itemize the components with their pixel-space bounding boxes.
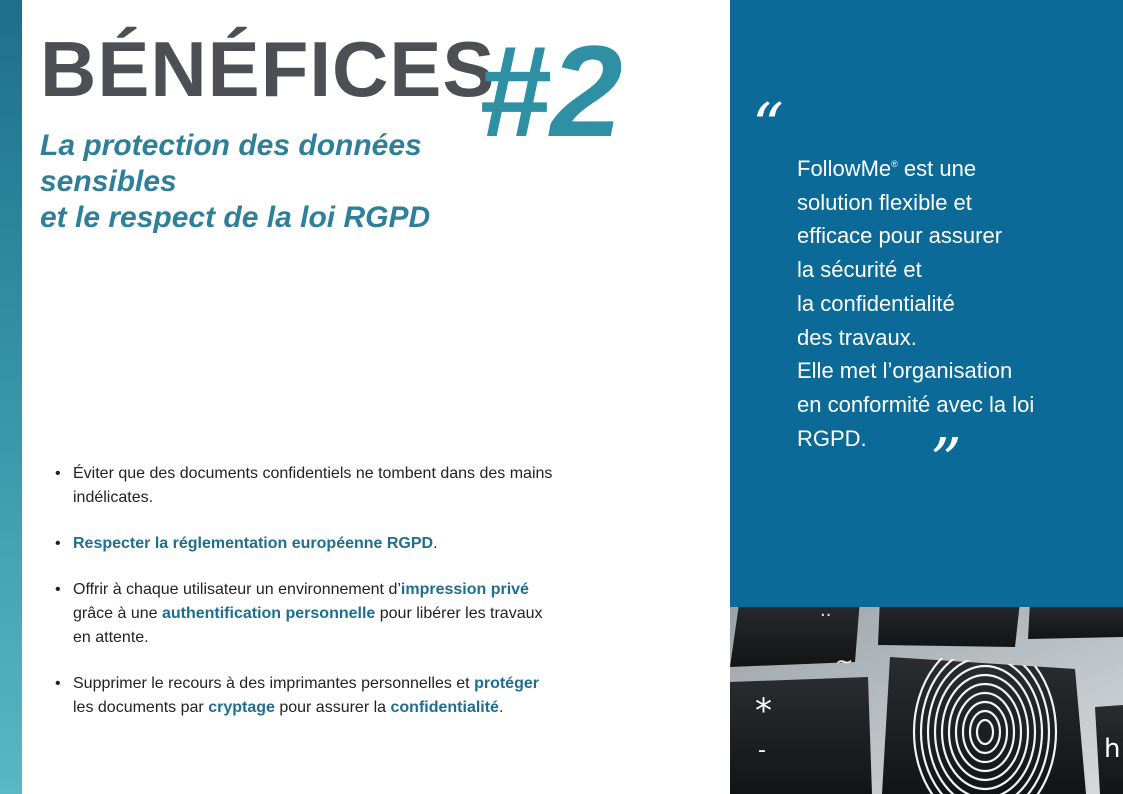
benefit-item [55, 462, 555, 510]
benefit-text: les documents par [73, 699, 209, 716]
benefit-text: Éviter que des documents confidentiels ne tombent dans des mains indélicates. [73, 465, 553, 506]
benefit-item [55, 578, 555, 650]
key-glyph-asterisk: * [755, 691, 772, 731]
left-accent-bar [0, 0, 22, 794]
page-subtitle [40, 128, 560, 236]
quote-line-5: la confidentialité [797, 290, 955, 316]
page-title: BÉNÉFICES [40, 25, 496, 113]
key-glyph-h: h [1104, 734, 1121, 764]
quote-line-1: FollowMe® est une [797, 156, 977, 181]
quote-text [797, 148, 1107, 455]
benefit-text: grâce à une [73, 605, 162, 622]
benefit-highlight: Respecter la réglementation européenne RGPD [73, 535, 434, 552]
subtitle-line-2: et le respect de la loi RGPD [40, 201, 431, 234]
key-asterisk [730, 677, 872, 794]
bullet-icon: • [55, 535, 61, 552]
quote-line-4: la sécurité et [797, 257, 922, 283]
quote-line-2: solution flexible et [797, 189, 972, 215]
key-glyph-tilde: ~ [835, 650, 854, 675]
benefit-text: Supprimer le recours à des imprimantes personnelles et [73, 675, 475, 692]
keyboard-photo-svg [730, 607, 1123, 794]
subtitle-line-1: La protection des données sensibles [40, 129, 422, 198]
benefit-text: pour libérer les travaux en attente. [73, 605, 543, 646]
benefit-text: . [433, 535, 438, 552]
key-top-right [1028, 607, 1123, 639]
key-top-middle [878, 607, 1020, 647]
benefit-highlight: protéger [474, 675, 539, 692]
key-glyph-minus: - [758, 738, 766, 763]
benefit-text: Offrir à chaque utilisateur un environnement d’ [73, 581, 401, 598]
bullet-icon: • [55, 465, 61, 482]
benefit-highlight: cryptage [208, 699, 275, 716]
benefit-text: pour assurer la [274, 699, 391, 716]
bullet-icon: • [55, 581, 61, 598]
benefit-item [55, 532, 555, 556]
benefit-number: #2 [478, 18, 623, 164]
benefit-highlight: authentification personnelle [161, 605, 376, 622]
benefit-highlight: confidentialité [390, 699, 499, 716]
open-quote-mark: “ [752, 89, 784, 162]
close-quote-mark: ” [930, 424, 962, 497]
benefit-highlight: impression privé [400, 581, 529, 598]
benefits-list [55, 462, 555, 742]
quote-line-6: des travaux. [797, 324, 917, 350]
brand-name: FollowMe [797, 156, 892, 181]
key-glyph-dots: ·· [820, 607, 832, 626]
quote-line-7: Elle met l’organisation [797, 358, 1013, 384]
benefit-text: . [498, 699, 504, 716]
registered-mark: ® [891, 159, 898, 169]
quote-line-3: efficace pour assurer [797, 223, 1003, 249]
quote-line-9: RGPD. [797, 425, 867, 451]
quote-line-8: en conformité avec la loi [797, 391, 1035, 417]
bullet-icon: • [55, 675, 61, 692]
keyboard-fingerprint-image [730, 607, 1123, 794]
benefit-item [55, 672, 555, 720]
